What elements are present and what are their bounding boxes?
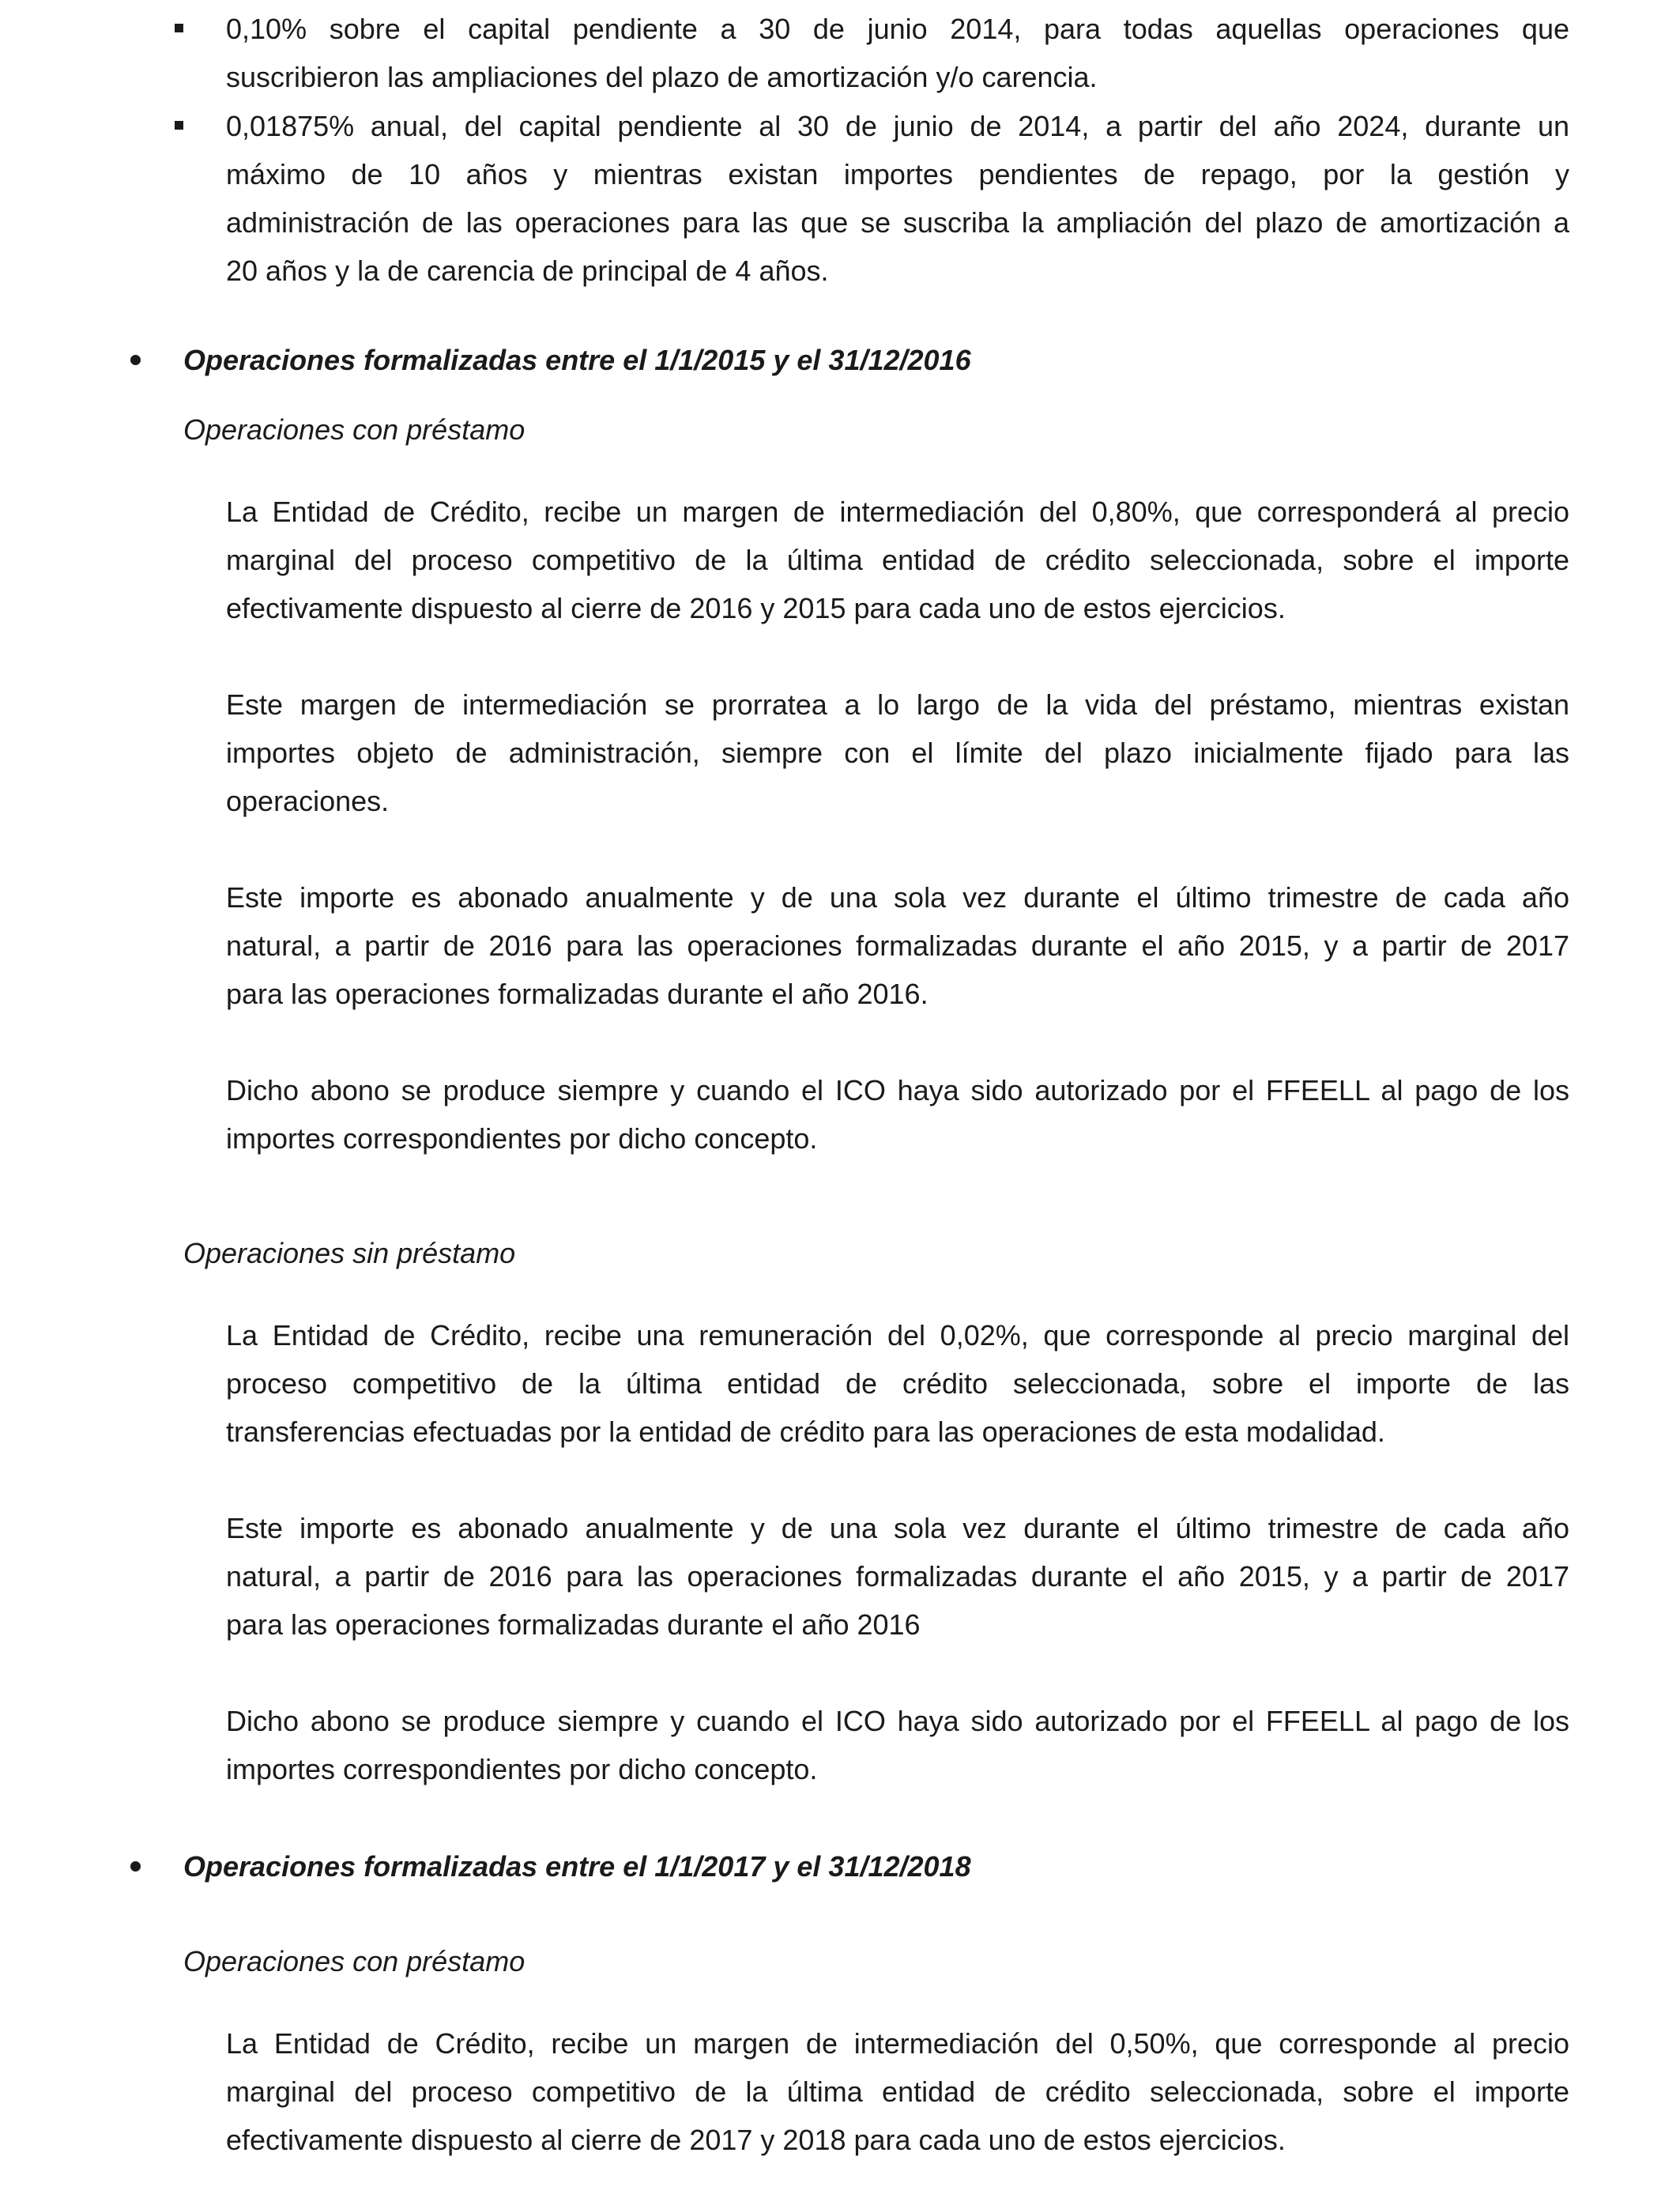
bullet-line: 20 años y la de carencia de principal de 4 años. <box>226 254 829 287</box>
paragraph-line: La Entidad de Crédito, recibe una remuneración del 0,02%, que corresponde al precio marginal del <box>226 1319 1569 1351</box>
paragraph-line: operaciones. <box>226 785 390 817</box>
section-heading: Operaciones formalizadas entre el 1/1/2015 y el 31/12/2016 <box>183 344 971 376</box>
paragraph-line: importes objeto de administración, siempre con el límite del plazo inicialmente fijado para las <box>226 737 1569 769</box>
paragraph-line: La Entidad de Crédito, recibe un margen de intermediación del 0,80%, que corresponderá al precio <box>226 496 1569 528</box>
subsection-title: Operaciones con préstamo <box>183 413 525 446</box>
bullet-line: suscribieron las ampliaciones del plazo de amortización y/o carencia. <box>226 61 1098 93</box>
paragraph-line: efectivamente dispuesto al cierre de 2017 y 2018 para cada uno de estos ejercicios. <box>226 2124 1286 2156</box>
paragraph-line: importes correspondientes por dicho concepto. <box>226 1753 818 1785</box>
bullet-line: máximo de 10 años y mientras existan importes pendientes de repago, por la gestión y <box>226 158 1569 190</box>
section-heading: Operaciones formalizadas entre el 1/1/2017 y el 31/12/2018 <box>183 1850 971 1883</box>
paragraph-line: marginal del proceso competitivo de la última entidad de crédito seleccionada, sobre el importe <box>226 2075 1569 2108</box>
paragraph-line: Este importe es abonado anualmente y de una sola vez durante el último trimestre de cada año <box>226 1512 1569 1544</box>
paragraph-line: natural, a partir de 2016 para las operaciones formalizadas durante el año 2015, y a partir de 2017 <box>226 1560 1569 1593</box>
paragraph-line: para las operaciones formalizadas durante el año 2016 <box>226 1608 921 1641</box>
bullet-line: 0,10% sobre el capital pendiente a 30 de junio 2014, para todas aquellas operaciones que <box>226 13 1569 45</box>
paragraph-line: proceso competitivo de la última entidad de crédito seleccionada, sobre el importe de las <box>226 1367 1569 1400</box>
paragraph-line: Este importe es abonado anualmente y de una sola vez durante el último trimestre de cada año <box>226 881 1569 914</box>
paragraph-line: Este margen de intermediación se prorratea a lo largo de la vida del préstamo, mientras existan <box>226 688 1569 721</box>
square-bullet-icon <box>175 24 183 32</box>
paragraph-line: natural, a partir de 2016 para las operaciones formalizadas durante el año 2015, y a partir de 2017 <box>226 929 1569 962</box>
round-bullet-icon <box>130 355 141 365</box>
bullet-line: administración de las operaciones para las que se suscriba la ampliación del plazo de amortización a <box>226 206 1569 239</box>
paragraph-line: importes correspondientes por dicho concepto. <box>226 1122 818 1155</box>
subsection-title: Operaciones con préstamo <box>183 1945 525 1977</box>
paragraph-line: Dicho abono se produce siempre y cuando el ICO haya sido autorizado por el FFEELL al pago de los <box>226 1074 1569 1106</box>
square-bullet-icon <box>175 121 183 130</box>
paragraph-line: efectivamente dispuesto al cierre de 2016 y 2015 para cada uno de estos ejercicios. <box>226 592 1286 624</box>
paragraph-line: Dicho abono se produce siempre y cuando el ICO haya sido autorizado por el FFEELL al pago de los <box>226 1705 1569 1737</box>
paragraph-line: La Entidad de Crédito, recibe un margen de intermediación del 0,50%, que corresponde al precio <box>226 2027 1569 2060</box>
paragraph-line: marginal del proceso competitivo de la última entidad de crédito seleccionada, sobre el importe <box>226 544 1569 576</box>
bullet-line: 0,01875% anual, del capital pendiente al 30 de junio de 2014, a partir del año 2024, durante un <box>226 110 1569 142</box>
paragraph-line: para las operaciones formalizadas durante el año 2016. <box>226 978 929 1010</box>
subsection-title: Operaciones sin préstamo <box>183 1237 516 1269</box>
paragraph-line: transferencias efectuadas por la entidad de crédito para las operaciones de esta modalidad. <box>226 1416 1385 1448</box>
round-bullet-icon <box>130 1861 141 1872</box>
